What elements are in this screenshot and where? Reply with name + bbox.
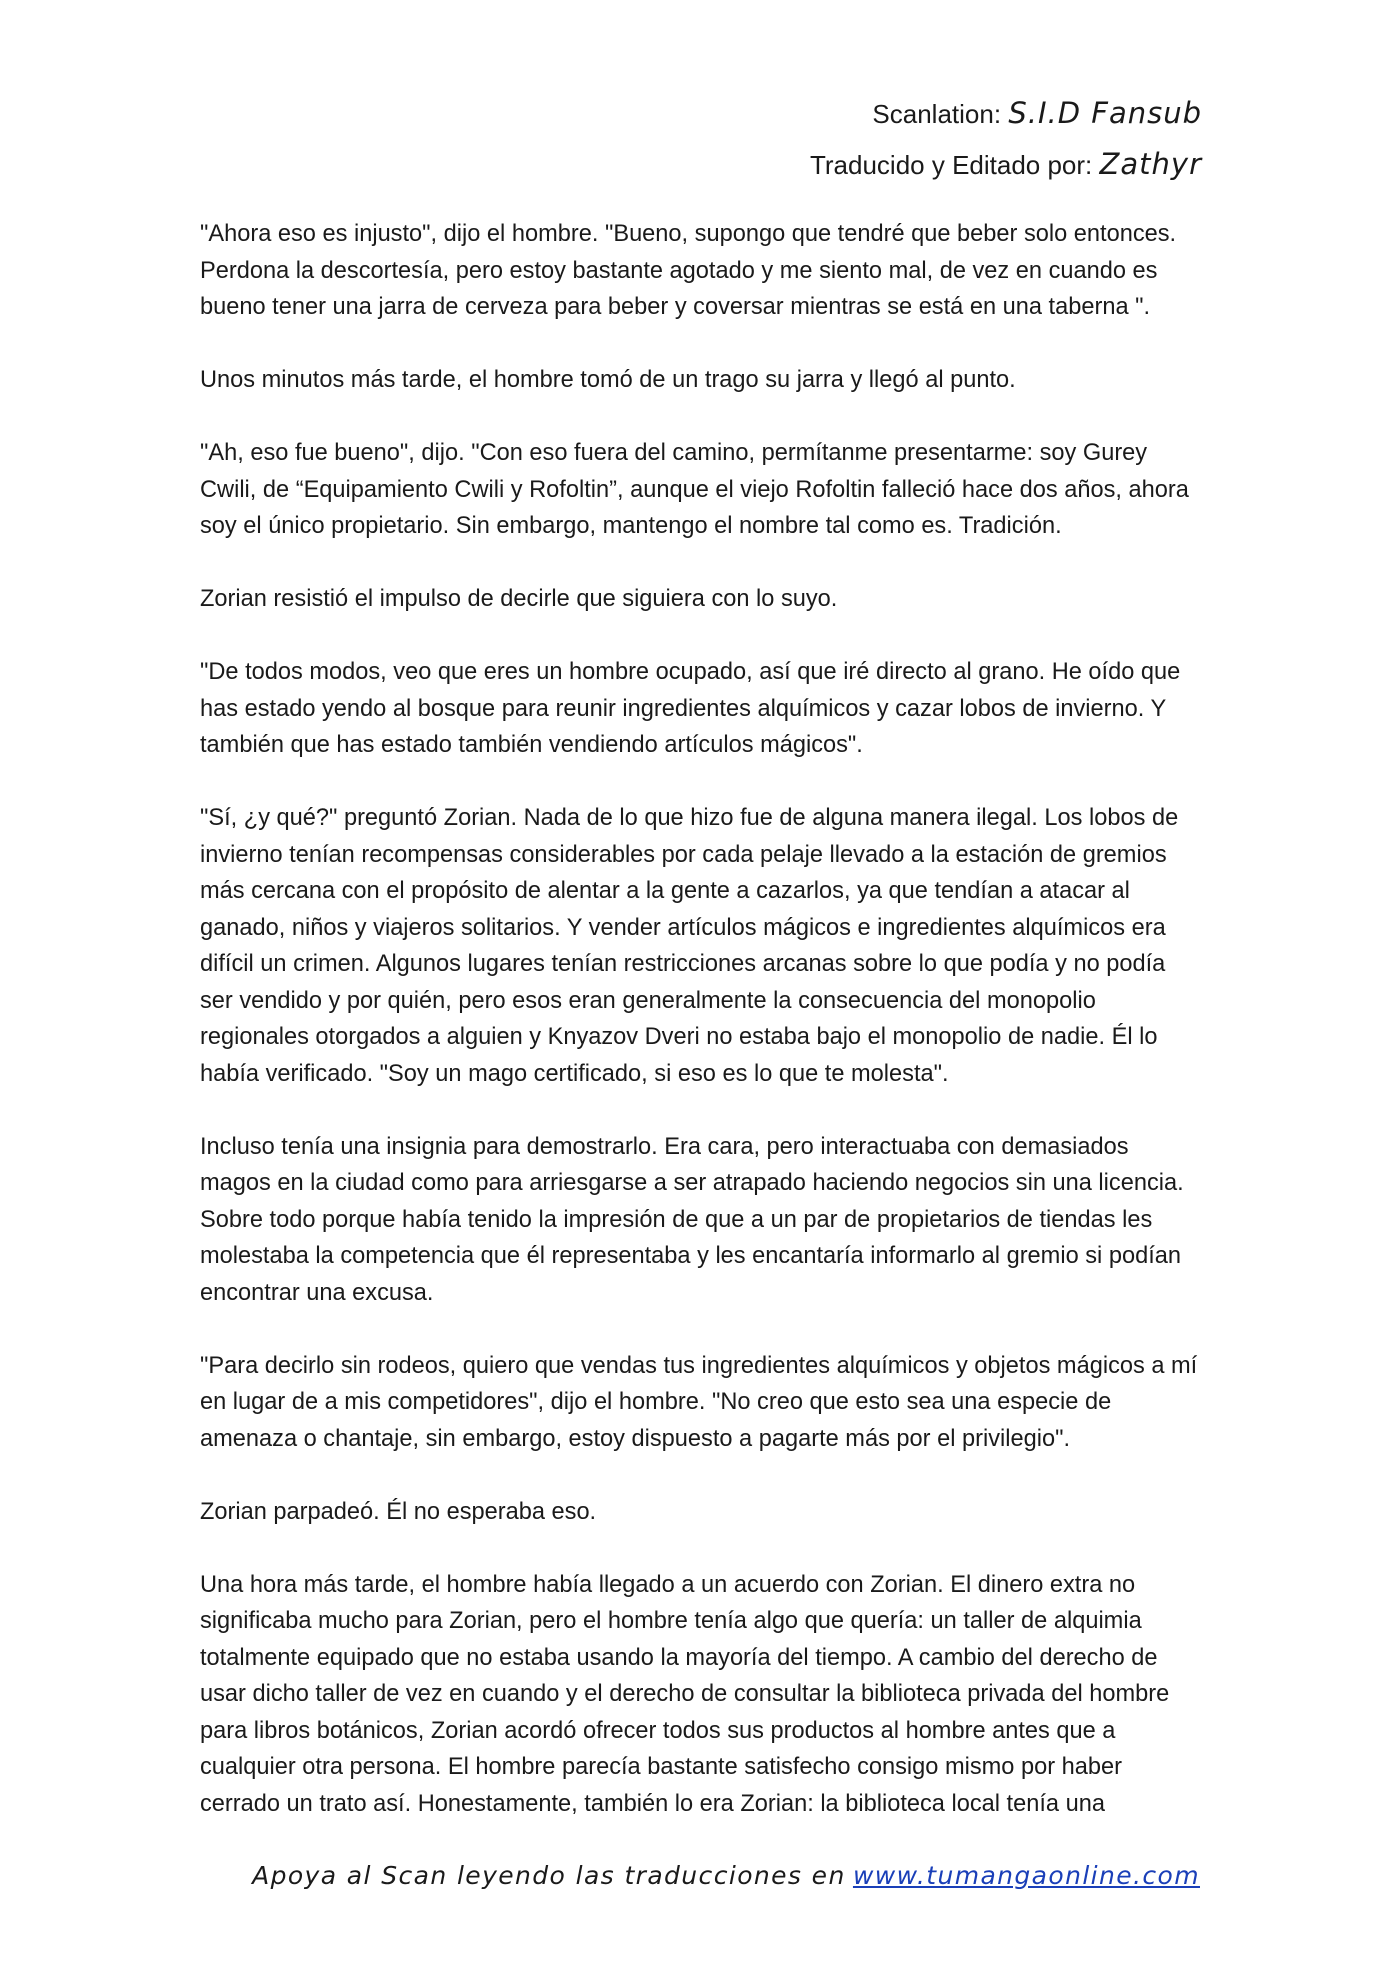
chapter-body: [200, 216, 1202, 1859]
paragraph: "Ah, eso fue bueno", dijo. "Con eso fuera del camino, permítanme presentarme: soy Gurey Cwili, de “Equipamiento Cwili y Rofoltin”, aunque el viejo Rofoltin falleció hace dos años, ahora soy el único propietario. Sin embargo, mantengo el nombre tal como es. Tradición.: [200, 440, 1189, 539]
paragraph: Incluso tenía una insignia para demostrarlo. Era cara, pero interactuaba con demasiados magos en la ciudad como para arriesgarse a ser atrapado haciendo negocios sin una licencia. Sobre todo porque había tenido la impresión de que a un par de propietarios de tiendas les molestaba la competencia que él representaba y les encantaría informarlo al gremio si podían encontrar una excusa.: [200, 1133, 1184, 1306]
paragraph: "Sí, ¿y qué?" preguntó Zorian. Nada de lo que hizo fue de alguna manera ilegal. Los lobos de invierno tenían recompensas considerables por cada pelaje llevado a la estación de gremios más cercana con el propósito de alentar a la gente a cazarlos, ya que tendían a atacar al ganado, niños y viajeros solitarios. Y vender artículos mágicos e ingredientes alquímicos era difícil un crimen. Algunos lugares tenían restricciones arcanas sobre lo que podía y no podía ser vendido y por quién, pero esos eran generalmente la consecuencia del monopolio regionales otorgados a alguien y Knyazov Dveri no estaba bajo el monopolio de nadie. Él lo había verificado. "Soy un mago certificado, si eso es lo que te molesta".: [200, 805, 1179, 1087]
paragraph: "Ahora eso es injusto", dijo el hombre. "Bueno, supongo que tendré que beber solo entonces. Perdona la descortesía, pero estoy bastante agotado y me siento mal, de vez en cuando es bueno tener una jarra de cerveza para beber y coversar mientras se está en una taberna ".: [200, 221, 1177, 320]
paragraph: Una hora más tarde, el hombre había llegado a un acuerdo con Zorian. El dinero extra no significaba mucho para Zorian, pero el hombre tenía algo que quería: un taller de alquimia totalmente equipado que no estaba usando la mayoría del tiempo. A cambio del derecho de usar dicho taller de vez en cuando y el derecho de consultar la biblioteca privada del hombre para libros botánicos, Zorian acordó ofrecer todos sus productos al hombre antes que a cualquier otra persona. El hombre parecía bastante satisfecho consigo mismo por haber cerrado un trato así. Honestamente, también lo era Zorian: la biblioteca local tenía una: [200, 1571, 1170, 1817]
footer-support-text: Apoya al Scan leyendo las traducciones en: [252, 1861, 846, 1890]
translator-name: Zathyr: [1099, 147, 1202, 181]
paragraph: "Para decirlo sin rodeos, quiero que vendas tus ingredientes alquímicos y objetos mágicos a mí en lugar de a mis competidores", dijo el hombre. "No creo que esto sea una especie de amenaza o chantaje, sin embargo, estoy dispuesto a pagarte más por el privilegio".: [200, 1352, 1198, 1452]
translator-label: Traducido y Editado por:: [809, 150, 1093, 180]
scanlation-credit: [810, 88, 1202, 139]
page-footer: [252, 1860, 1200, 1891]
page-header: [810, 88, 1202, 190]
paragraph: Zorian resistió el impulso de decirle que siguiera con lo suyo.: [200, 586, 838, 612]
paragraph: "De todos modos, veo que eres un hombre ocupado, así que iré directo al grano. He oído que has estado yendo al bosque para reunir ingredientes alquímicos y cazar lobos de invierno. Y también que has estado también vendiendo artículos mágicos".: [200, 659, 1181, 758]
paragraph: Unos minutos más tarde, el hombre tomó de un trago su jarra y llegó al punto.: [200, 367, 1016, 393]
footer-site-link[interactable]: www.tumangaonline.com: [852, 1861, 1200, 1890]
translator-credit: [810, 139, 1202, 190]
paragraph: Zorian parpadeó. Él no esperaba eso.: [200, 1498, 597, 1525]
scanlation-group-name: S.I.D Fansub: [1008, 96, 1202, 130]
scanlation-label: Scanlation:: [872, 99, 1002, 129]
